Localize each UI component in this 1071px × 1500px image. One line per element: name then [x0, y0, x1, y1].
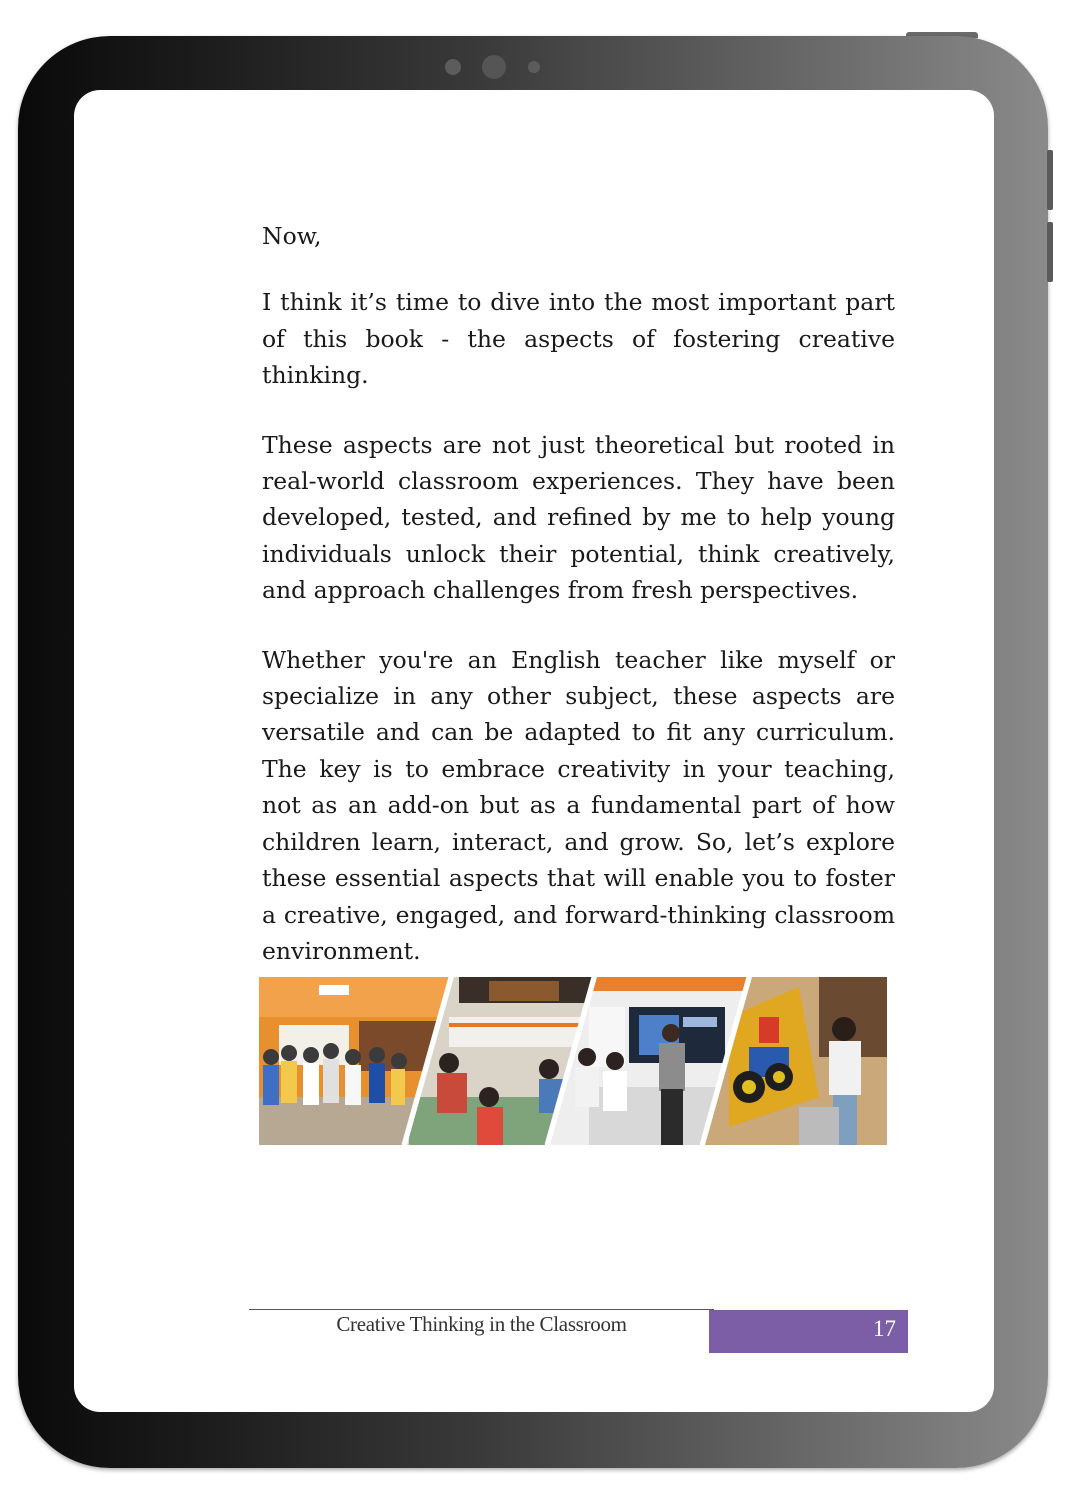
volume-down-button [1047, 222, 1053, 282]
front-camera-icon [482, 55, 506, 79]
paragraph-aspects: These aspects are not just theoretical but rooted in real-world classroom experiences. They have been developed, tested, and refined by me to help young individuals unlock their potential, think creatively, and approach challenges from fresh perspectives. [262, 430, 895, 605]
tablet-screen [74, 90, 994, 1412]
paragraph-intro: I think it’s time to dive into the most important part of this book - the aspects of fostering creative thinking. [262, 288, 895, 390]
page-body [262, 218, 895, 1002]
volume-up-button [1047, 150, 1053, 210]
sensor-dot-right [528, 61, 540, 73]
page-number-badge [709, 1310, 908, 1353]
footer-book-title: Creative Thinking in the Classroom [336, 1312, 627, 1336]
sensor-dot-left [445, 59, 461, 75]
paragraph-curriculum: Whether you're an English teacher like myself or specialize in any other subject, these aspects are versatile and can be adapted to fit any curriculum. The key is to embrace creativity in your teaching, not as an add-on but as a fundamental part of how children learn, interact, and grow. So, let’s explore these essential aspects that will enable you to foster a creative, engaged, and forward-thinking classroom environment. [262, 645, 895, 965]
classroom-photo-collage [259, 977, 887, 1145]
paragraph-greeting: Now, [262, 222, 322, 250]
page-number: 17 [873, 1316, 896, 1341]
